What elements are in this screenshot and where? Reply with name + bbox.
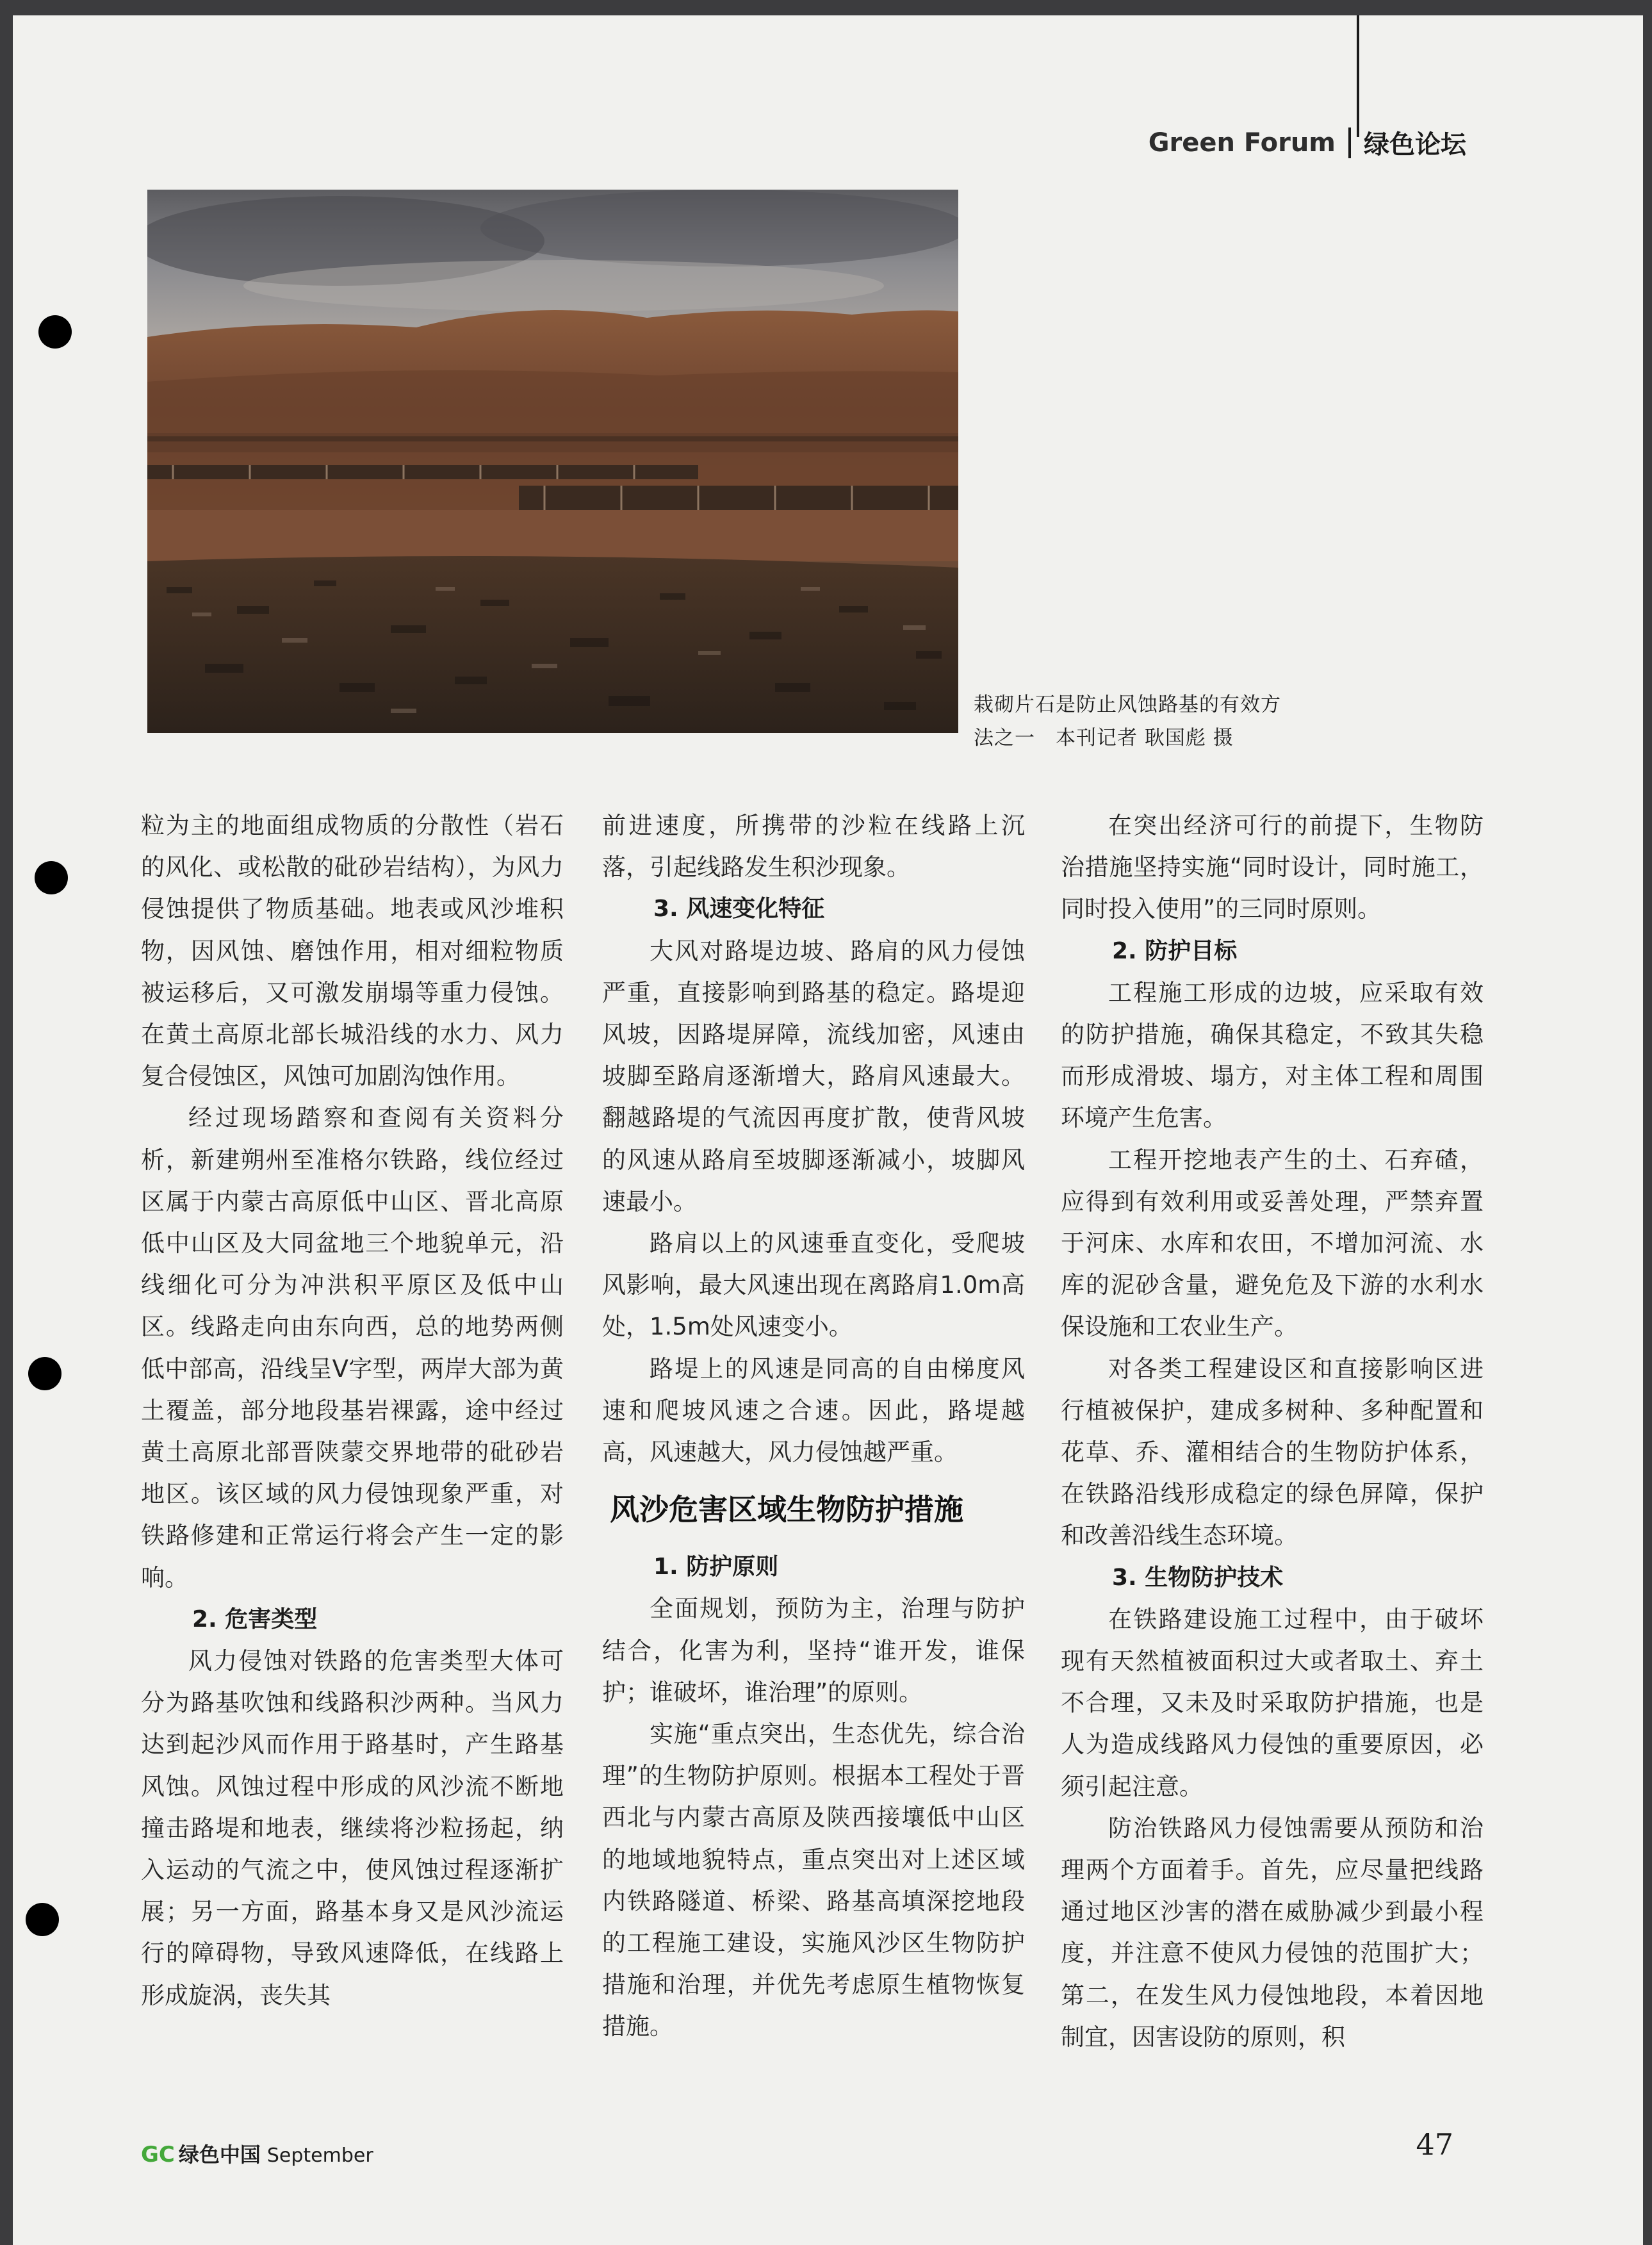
paragraph: 前进速度，所携带的沙粒在线路上沉落，引起线路发生积沙现象。	[602, 812, 1025, 882]
paragraph: 对各类工程建设区和直接影响区进行植被保护，建成多树种、多种配置和花草、乔、灌相结合的生物防护体系，在铁路沿线形成稳定的绿色屏障，保护和改善沿线生态环境。	[1061, 1354, 1484, 1550]
subsection-heading: 1. 防护原则	[653, 1554, 779, 1581]
paragraph: 路堤上的风速是同高的自由梯度风速和爬坡风速之合速。因此，路堤越高，风速越大，风力侵蚀越严重。	[602, 1354, 1025, 1467]
binder-hole	[35, 861, 68, 894]
header-vertical-rule	[1357, 15, 1359, 137]
paragraph: 全面规划，预防为主，治理与防护结合，化害为利，坚持“谁开发，谁保护；谁破坏，谁治理”的原则。	[602, 1595, 1025, 1706]
paragraph: 在铁路建设施工过程中，由于破坏现有天然植被面积过大或者取土、弃土不合理，又未及时采取防护措施，也是人为造成线路风力侵蚀的重要原因，必须引起注意。	[1061, 1605, 1484, 1800]
magazine-page	[13, 15, 1643, 2245]
paragraph: 粒为主的地面组成物质的分散性（岩石的风化、或松散的砒砂岩结构），为风力侵蚀提供了物质基础。地表或风沙堆积物，因风蚀、磨蚀作用，相对细粒物质被运移后，又可激发崩塌等重力侵蚀。在黄土高原北部长城沿线的水力、风力复合侵蚀区，风蚀可加剧沟蚀作用。	[141, 812, 564, 1090]
subsection-heading: 2. 防护目标	[1112, 937, 1238, 964]
landscape-photo	[147, 190, 958, 733]
section-heading: 风沙危害区域生物防护措施	[610, 1492, 963, 1527]
paragraph: 风力侵蚀对铁路的危害类型大体可分为路基吹蚀和线路积沙两种。当风力达到起沙风而作用于路基时，产生路基风蚀。风蚀过程中形成的风沙流不断地撞击路堤和地表，继续将沙粒扬起，纳入运动的气流之中，使风蚀过程逐渐扩展；另一方面，路基本身又是风沙流运行的障碍物，导致风速降低，在线路上形成旋涡，丧失其	[141, 1647, 564, 2009]
section-header	[1149, 124, 1466, 161]
magazine-name: 绿色中国	[178, 2142, 261, 2167]
section-title-en: Green Forum	[1148, 127, 1336, 158]
binder-hole	[38, 315, 72, 349]
binder-hole	[28, 1357, 61, 1390]
text-column-3	[1061, 805, 1484, 2058]
paragraph: 路肩以上的风速垂直变化，受爬坡风影响，最大风速出现在离路肩1.0m高处，1.5m处风速变小。	[602, 1229, 1025, 1341]
section-title-cn: 绿色论坛	[1364, 130, 1466, 160]
issue-month: September	[266, 2144, 373, 2167]
text-column-1	[141, 805, 564, 2016]
subsection-heading: 3. 风速变化特征	[653, 896, 825, 923]
paragraph: 经过现场踏察和查阅有关资料分析，新建朔州至准格尔铁路，线位经过区属于内蒙古高原低中山区、晋北高原低中山区及大同盆地三个地貌单元，沿线细化可分为冲洪积平原区及低中山区。线路走向由东向西，总的地势两侧低中部高，沿线呈V字型，两岸大部为黄土覆盖，部分地段基岩裸露，途中经过黄土高原北部晋陕蒙交界地带的砒砂岩地区。该区域的风力侵蚀现象严重，对铁路修建和正常运行将会产生一定的影响。	[141, 1104, 564, 1591]
subsection-heading: 2. 危害类型	[192, 1606, 318, 1632]
header-divider	[1348, 127, 1351, 158]
paragraph: 工程施工形成的边坡，应采取有效的防护措施，确保其稳定，不致其失稳而形成滑坡、塌方，对主体工程和周围环境产生危害。	[1061, 978, 1484, 1132]
paragraph: 工程开挖地表产生的土、石弃碴，应得到有效利用或妥善处理，严禁弃置于河床、水库和农田，不增加河流、水库的泥砂含量，避免危及下游的水利水保设施和工农业生产。	[1061, 1146, 1484, 1341]
caption-line-1: 栽砌片石是防止风蚀路基的有效方	[974, 693, 1281, 716]
page-number: 47	[1416, 2127, 1453, 2162]
photo-caption	[974, 688, 1371, 755]
binder-hole	[26, 1903, 59, 1936]
subsection-heading: 3. 生物防护技术	[1112, 1564, 1284, 1591]
magazine-logo: GC	[141, 2142, 175, 2167]
paragraph: 在突出经济可行的前提下，生物防治措施坚持实施“同时设计，同时施工，同时投入使用”的三同时原则。	[1061, 812, 1484, 923]
page-footer	[141, 2139, 373, 2168]
text-column-2	[602, 805, 1025, 2048]
caption-line-2: 法之一 本刊记者 耿国彪 摄	[974, 727, 1234, 750]
desert-railway-photo	[147, 190, 958, 733]
paragraph: 防治铁路风力侵蚀需要从预防和治理两个方面着手。首先，应尽量把线路通过地区沙害的潜在威胁减少到最小程度，并注意不使风力侵蚀的范围扩大；第二，在发生风力侵蚀地段，本着因地制宜，因害设防的原则，积	[1061, 1814, 1484, 2051]
paragraph: 实施“重点突出，生态优先，综合治理”的生物防护原则。根据本工程处于晋西北与内蒙古高原及陕西接壤低中山区的地域地貌特点，重点突出对上述区域内铁路隧道、桥梁、路基高填深挖地段的工程施工建设，实施风沙区生物防护措施和治理，并优先考虑原生植物恢复措施。	[602, 1720, 1025, 2041]
paragraph: 大风对路堤边坡、路肩的风力侵蚀严重，直接影响到路基的稳定。路堤迎风坡，因路堤屏障，流线加密，风速由坡脚至路肩逐渐增大，路肩风速最大。翻越路堤的气流因再度扩散，使背风坡的风速从路肩至坡脚逐渐减小，坡脚风速最小。	[602, 937, 1025, 1215]
